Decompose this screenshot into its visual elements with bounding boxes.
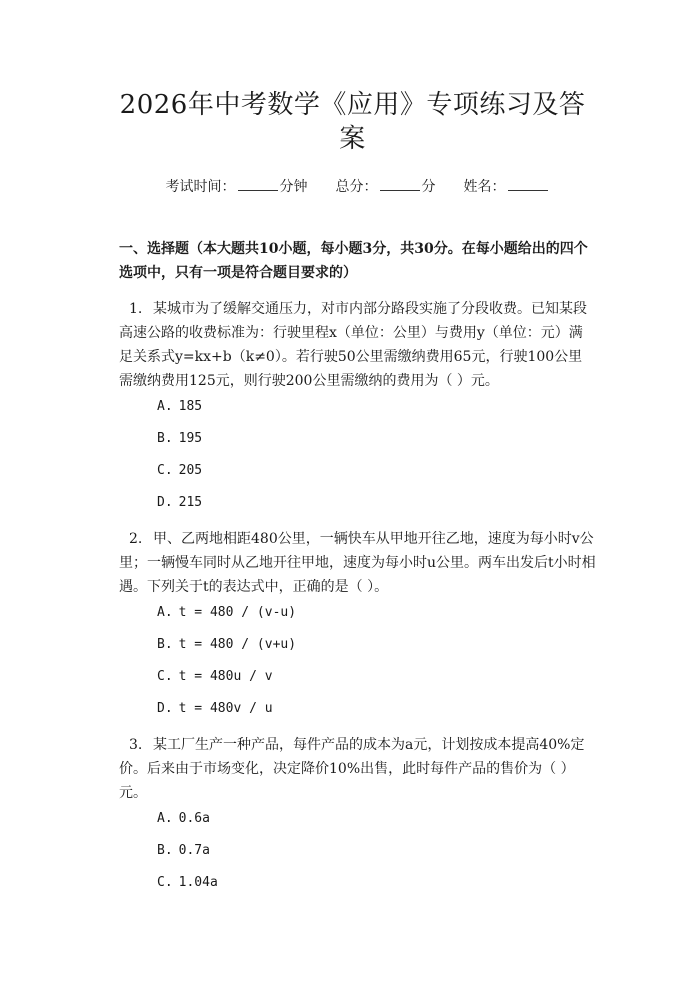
option-text: t = 480 / (v-u) [178, 605, 297, 620]
option-a [157, 399, 596, 415]
student-name-label: 姓名： [463, 179, 506, 195]
option-d [157, 701, 596, 717]
option-text: 0.6a [178, 811, 210, 826]
option-b [157, 843, 596, 859]
option-letter: A. [157, 605, 173, 620]
exam-time-blank [238, 176, 278, 191]
option-text: 215 [178, 495, 203, 510]
page-title: 2026年中考数学《应用》专项练习及答案 [119, 90, 586, 154]
exam-meta-row [119, 176, 596, 197]
option-letter: B. [157, 843, 173, 858]
option-c [157, 463, 596, 479]
question-text: 某工厂生产一种产品，每件产品的成本为a元，计划按成本提高40%定价。后来由于市场变化，决定降价10%出售，此时每件产品的售价为（ ）元。 [119, 737, 585, 801]
exam-time-unit: 分钟 [279, 179, 308, 195]
option-text: 185 [178, 399, 203, 414]
exam-time-label: 考试时间： [165, 179, 236, 195]
question-3 [119, 733, 596, 805]
question-number: 1. [129, 301, 143, 317]
option-text: t = 480 / (v+u) [178, 637, 297, 652]
option-letter: C. [157, 669, 173, 684]
option-letter: B. [157, 637, 173, 652]
total-score-label: 总分： [335, 179, 378, 195]
question-text: 甲、乙两地相距480公里，一辆快车从甲地开往乙地，速度为每小时v公里；一辆慢车同时从乙地开往甲地，速度为每小时u公里。两车出发后t小时相遇。下列关于t的表达式中，正确的是（ ）。 [119, 531, 596, 595]
question-3-options [157, 811, 596, 891]
exam-time-field [166, 176, 308, 197]
option-text: t = 480v / u [178, 701, 273, 716]
question-number: 2. [129, 531, 143, 547]
option-letter: A. [157, 399, 173, 414]
option-text: 195 [178, 431, 203, 446]
student-name-blank [508, 176, 548, 191]
option-letter: D. [157, 701, 173, 716]
option-letter: C. [157, 463, 173, 478]
option-letter: C. [157, 875, 173, 890]
option-d [157, 495, 596, 511]
option-a [157, 811, 596, 827]
option-c [157, 669, 596, 685]
option-c [157, 875, 596, 891]
exam-page [0, 88, 700, 993]
question-1 [119, 297, 596, 393]
question-text: 某城市为了缓解交通压力，对市内部分路段实施了分段收费。已知某段高速公路的收费标准为：行驶里程x（单位：公里）与费用y（单位：元）满足关系式y=kx+b（k≠0）。若行驶50公里需缴纳费用65元，行驶100公里需缴纳费用125元，则行驶200公里需缴纳的费用为（ ）元。 [119, 301, 587, 389]
option-b [157, 431, 596, 447]
option-letter: B. [157, 431, 173, 446]
question-2 [119, 527, 596, 599]
question-2-options [157, 605, 596, 717]
option-text: 0.7a [178, 843, 210, 858]
option-text: 1.04a [178, 875, 218, 890]
option-letter: D. [157, 495, 173, 510]
option-text: 205 [178, 463, 203, 478]
question-1-options [157, 399, 596, 511]
total-score-unit: 分 [421, 179, 436, 195]
option-b [157, 637, 596, 653]
option-a [157, 605, 596, 621]
total-score-blank [380, 176, 420, 191]
question-number: 3. [129, 737, 143, 753]
student-name-field [464, 176, 550, 197]
total-score-field [336, 176, 436, 197]
option-text: t = 480u / v [178, 669, 273, 684]
option-letter: A. [157, 811, 173, 826]
section-header: 一、选择题（本大题共10小题，每小题3分，共30分。在每小题给出的四个选项中，只有一项是符合题目要求的） [119, 241, 588, 281]
